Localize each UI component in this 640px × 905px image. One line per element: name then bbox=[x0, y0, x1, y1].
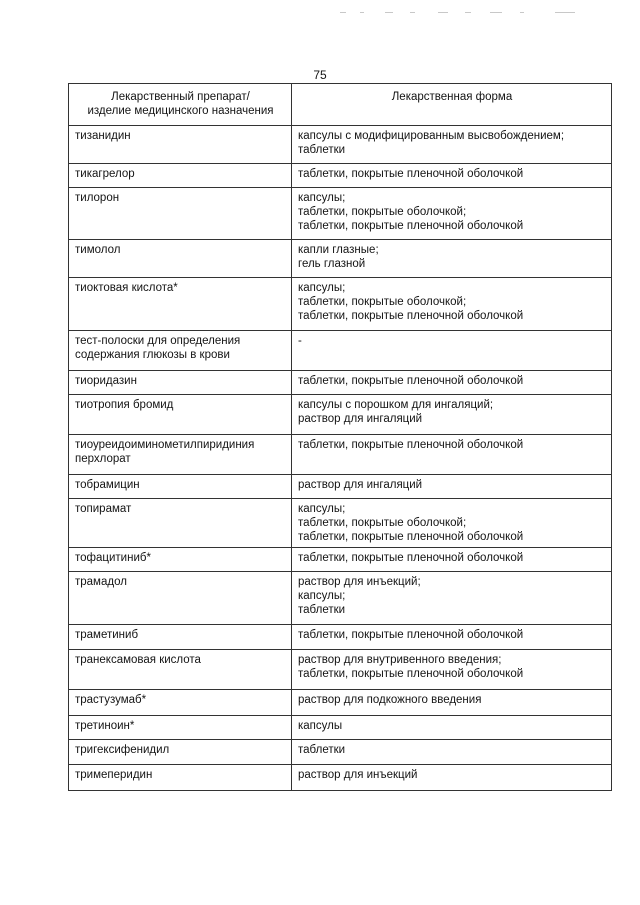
dosage-form-cell bbox=[292, 650, 612, 690]
dosage-form-cell bbox=[292, 499, 612, 548]
table-row bbox=[69, 435, 612, 475]
dosage-form-cell bbox=[292, 475, 612, 499]
drug-name-cell bbox=[69, 188, 292, 240]
dosage-form-cell bbox=[292, 240, 612, 278]
dosage-form: гель глазной bbox=[298, 258, 366, 270]
dosage-form: капли глазные; bbox=[298, 244, 379, 256]
page-number: 75 bbox=[313, 68, 327, 82]
table-row bbox=[69, 331, 612, 371]
drug-name-cell bbox=[69, 716, 292, 740]
table-row bbox=[69, 278, 612, 331]
table-body bbox=[69, 126, 612, 791]
drug-name: тиотропия бромид bbox=[75, 399, 174, 411]
drug-name-cell bbox=[69, 765, 292, 791]
drug-name: тиоуреидоиминометилпиридиния bbox=[75, 439, 255, 451]
dosage-form: раствор для внутривенного введения; bbox=[298, 654, 502, 666]
drug-name: транексамовая кислота bbox=[75, 654, 201, 666]
table-row bbox=[69, 572, 612, 625]
table-row bbox=[69, 126, 612, 164]
dosage-form-cell bbox=[292, 740, 612, 765]
table-row bbox=[69, 740, 612, 765]
drug-name: трамадол bbox=[75, 576, 127, 588]
table-row bbox=[69, 650, 612, 690]
dosage-form-cell bbox=[292, 164, 612, 188]
dosage-form-cell bbox=[292, 548, 612, 572]
drug-name-cell bbox=[69, 625, 292, 650]
drug-name: содержания глюкозы в крови bbox=[75, 349, 230, 361]
table-row bbox=[69, 690, 612, 716]
dosage-form: капсулы; bbox=[298, 192, 346, 204]
scan-artifact bbox=[340, 12, 590, 14]
dosage-form: капсулы; bbox=[298, 590, 346, 602]
table-row bbox=[69, 188, 612, 240]
drug-name: третиноин* bbox=[75, 720, 135, 732]
drug-name-cell bbox=[69, 395, 292, 435]
drug-name-cell bbox=[69, 475, 292, 499]
dosage-form: таблетки, покрытые пленочной оболочкой bbox=[298, 375, 524, 387]
table-row bbox=[69, 625, 612, 650]
dosage-form: капсулы bbox=[298, 720, 343, 732]
dosage-form-cell bbox=[292, 278, 612, 331]
dosage-form: раствор для инъекций; bbox=[298, 576, 421, 588]
drug-name: тизанидин bbox=[75, 130, 131, 142]
table-row bbox=[69, 765, 612, 791]
drug-name-cell bbox=[69, 690, 292, 716]
dosage-form: таблетки bbox=[298, 604, 346, 616]
drug-name: тест-полоски для определения bbox=[75, 335, 241, 347]
table-row bbox=[69, 240, 612, 278]
drug-name-cell bbox=[69, 548, 292, 572]
drug-name-cell bbox=[69, 371, 292, 395]
dosage-form: капсулы; bbox=[298, 503, 346, 515]
table-row bbox=[69, 499, 612, 548]
dosage-form: раствор для ингаляций bbox=[298, 479, 423, 491]
header-line: Лекарственная форма bbox=[391, 91, 513, 103]
drug-name: тримеперидин bbox=[75, 769, 153, 781]
drug-forms-table bbox=[68, 83, 612, 791]
drug-name: тиоридазин bbox=[75, 375, 137, 387]
dosage-form: таблетки, покрытые пленочной оболочкой bbox=[298, 552, 524, 564]
dosage-form: раствор для инъекций bbox=[298, 769, 418, 781]
dosage-form: таблетки, покрытые пленочной оболочкой bbox=[298, 439, 524, 451]
dosage-form: таблетки, покрытые оболочкой; bbox=[298, 517, 467, 529]
drug-name-cell bbox=[69, 278, 292, 331]
header-dosage-form bbox=[292, 84, 612, 126]
table-row bbox=[69, 475, 612, 499]
drug-name-cell bbox=[69, 572, 292, 625]
drug-name-cell bbox=[69, 240, 292, 278]
drug-name-cell bbox=[69, 126, 292, 164]
table-row bbox=[69, 716, 612, 740]
table-row bbox=[69, 371, 612, 395]
dosage-form: - bbox=[298, 335, 302, 347]
drug-name-cell bbox=[69, 164, 292, 188]
dosage-form: таблетки, покрытые пленочной оболочкой bbox=[298, 168, 524, 180]
dosage-form: таблетки, покрытые оболочкой; bbox=[298, 296, 467, 308]
table-row bbox=[69, 548, 612, 572]
dosage-form: капсулы с модифицированным высвобождением; bbox=[298, 130, 565, 142]
drug-name: тригексифенидил bbox=[75, 744, 170, 756]
dosage-form: таблетки bbox=[298, 744, 346, 756]
dosage-form-cell bbox=[292, 371, 612, 395]
dosage-form: раствор для ингаляций bbox=[298, 413, 423, 425]
dosage-form: капсулы с порошком для ингаляций; bbox=[298, 399, 494, 411]
dosage-form-cell bbox=[292, 716, 612, 740]
dosage-form: таблетки bbox=[298, 144, 346, 156]
drug-name-cell bbox=[69, 499, 292, 548]
dosage-form-cell bbox=[292, 188, 612, 240]
dosage-form: таблетки, покрытые пленочной оболочкой bbox=[298, 629, 524, 641]
drug-name-cell bbox=[69, 650, 292, 690]
drug-name-cell bbox=[69, 331, 292, 371]
dosage-form: таблетки, покрытые пленочной оболочкой bbox=[298, 531, 524, 543]
dosage-form-cell bbox=[292, 435, 612, 475]
dosage-form-cell bbox=[292, 126, 612, 164]
dosage-form: таблетки, покрытые пленочной оболочкой bbox=[298, 220, 524, 232]
dosage-form: таблетки, покрытые оболочкой; bbox=[298, 206, 467, 218]
dosage-form: раствор для подкожного введения bbox=[298, 694, 482, 706]
drug-name: тимолол bbox=[75, 244, 121, 256]
dosage-form-cell bbox=[292, 395, 612, 435]
dosage-form-cell bbox=[292, 690, 612, 716]
table-header-row bbox=[69, 84, 612, 126]
header-line: Лекарственный препарат/ bbox=[111, 91, 250, 103]
drug-name: тобрамицин bbox=[75, 479, 140, 491]
drug-name: перхлорат bbox=[75, 453, 131, 465]
table-row bbox=[69, 164, 612, 188]
drug-name-cell bbox=[69, 435, 292, 475]
header-drug-name bbox=[69, 84, 292, 126]
drug-name: тикагрелор bbox=[75, 168, 135, 180]
dosage-form-cell bbox=[292, 625, 612, 650]
drug-name-cell bbox=[69, 740, 292, 765]
drug-name: траметиниб bbox=[75, 629, 139, 641]
drug-name: трастузумаб* bbox=[75, 694, 147, 706]
dosage-form-cell bbox=[292, 331, 612, 371]
dosage-form: таблетки, покрытые пленочной оболочкой bbox=[298, 668, 524, 680]
drug-name: тилорон bbox=[75, 192, 120, 204]
drug-name: тиоктовая кислота* bbox=[75, 282, 178, 294]
dosage-form: капсулы; bbox=[298, 282, 346, 294]
header-line: изделие медицинского назначения bbox=[87, 105, 274, 117]
drug-name: топирамат bbox=[75, 503, 132, 515]
dosage-form: таблетки, покрытые пленочной оболочкой bbox=[298, 310, 524, 322]
drug-name: тофацитиниб* bbox=[75, 552, 151, 564]
dosage-form-cell bbox=[292, 765, 612, 791]
dosage-form-cell bbox=[292, 572, 612, 625]
table-row bbox=[69, 395, 612, 435]
